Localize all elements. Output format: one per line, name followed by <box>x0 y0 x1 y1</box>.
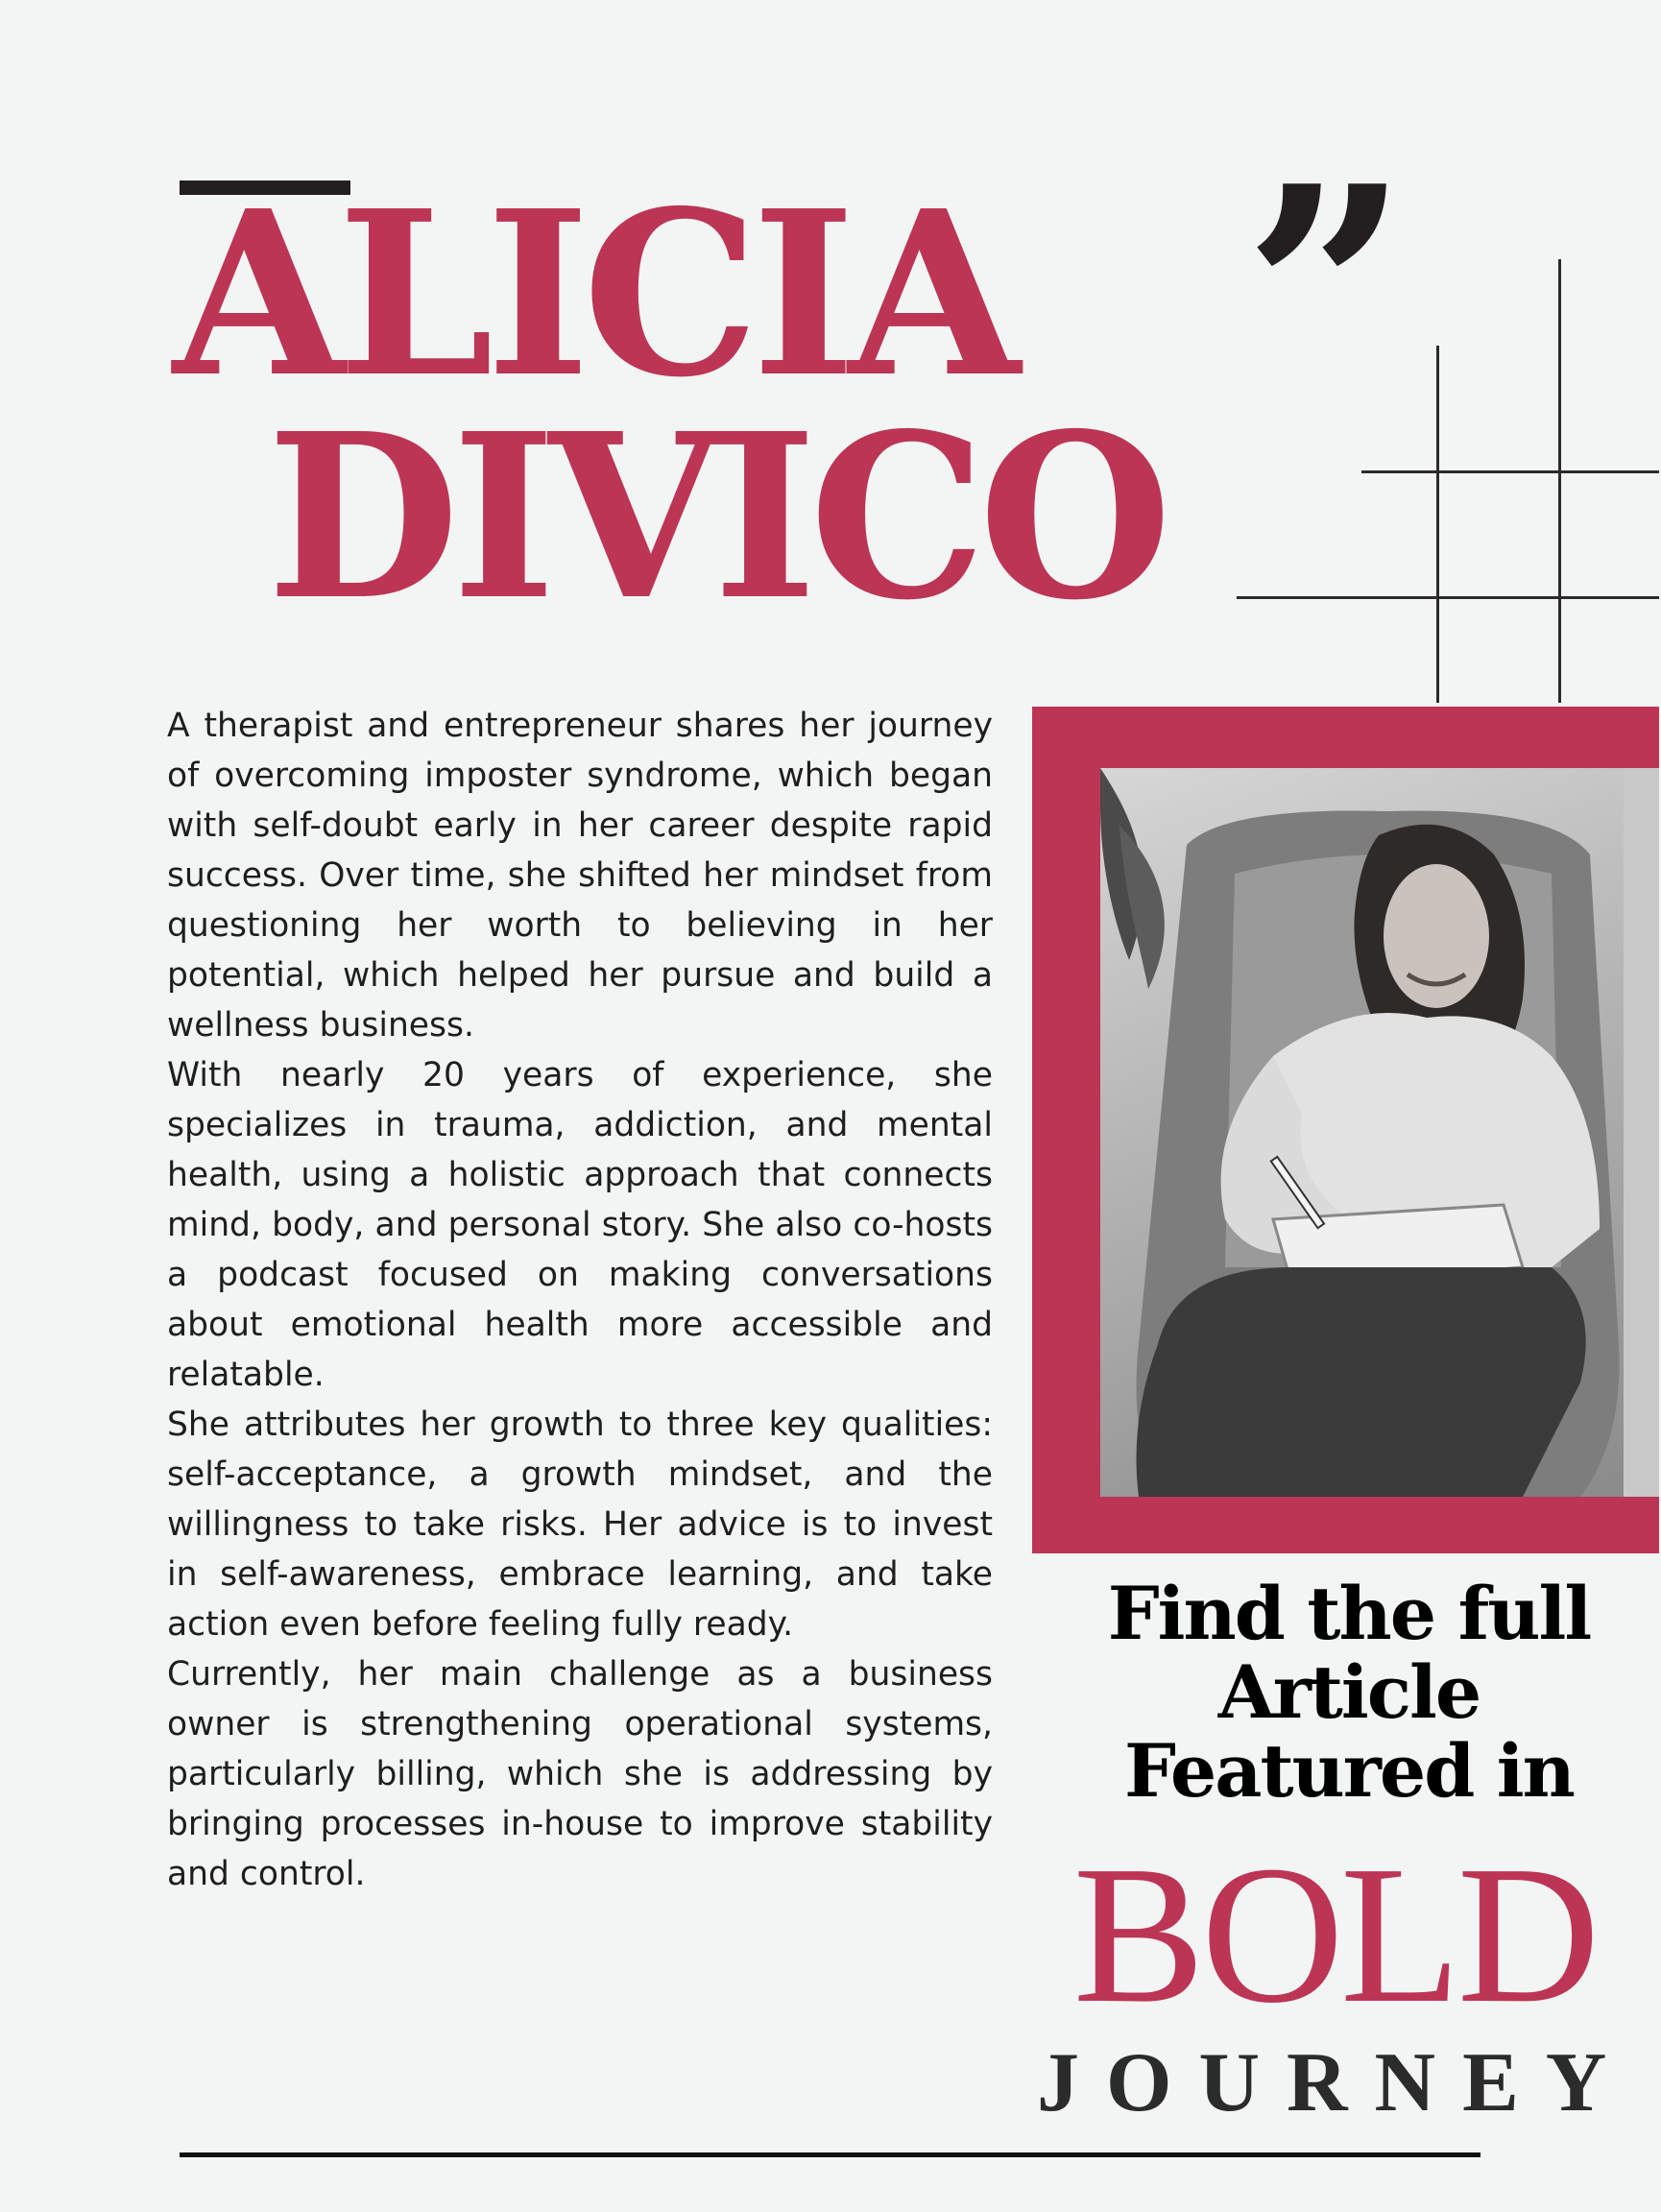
portrait-photo <box>1100 768 1659 1497</box>
callout-line: Article <box>1217 1649 1480 1735</box>
summary-paragraph: She attributes her growth to three key qualities: self-acceptance, a growth mindset, and the willingness to take risks. Her advice is to invest in self-awareness, embrace learning, and take action even before feeling fully ready. <box>167 1406 993 1644</box>
grid-line <box>1237 596 1659 599</box>
summary-paragraph: Currently, her main challenge as a business owner is strengthening operational systems, particularly billing, which she is addressing by bringing processes in-house to improve stability and control. <box>167 1655 993 1893</box>
callout-line: Featured in <box>1124 1728 1574 1814</box>
summary-paragraph: A therapist and entrepreneur shares her journey of overcoming imposter syndrome, which began with self-doubt early in her career despite rapid success. Over time, she shifted her mindset from questioning her worth to believing in her potential, which helped her pursue and build a wellness business. <box>167 707 993 1045</box>
profile-name-heading <box>173 160 1189 650</box>
grid-line <box>1558 259 1561 703</box>
find-article-callout <box>1037 1571 1661 1814</box>
bottom-rule <box>180 2152 1480 2157</box>
summary-paragraph: With nearly 20 years of experience, she specializes in trauma, addiction, and mental health, using a holistic approach that connects mind, body, and personal story. She also co-hosts a podcast focused on making conversations about emotional health more accessible and relatable. <box>167 1056 993 1394</box>
portrait-illustration <box>1100 768 1659 1497</box>
quote-mark-icon: ” <box>1243 123 1390 462</box>
grid-line <box>1436 346 1439 703</box>
name-first: ALICIA <box>173 160 1013 427</box>
article-summary <box>167 701 993 1899</box>
grid-line <box>1361 470 1659 473</box>
callout-line: Find the full <box>1107 1571 1591 1656</box>
bold-journey-logo-journey: JOURNEY <box>1037 2036 1634 2129</box>
name-last: DIVICO <box>267 383 1165 650</box>
bold-journey-logo-bold: BOLD <box>1072 1824 1597 2044</box>
